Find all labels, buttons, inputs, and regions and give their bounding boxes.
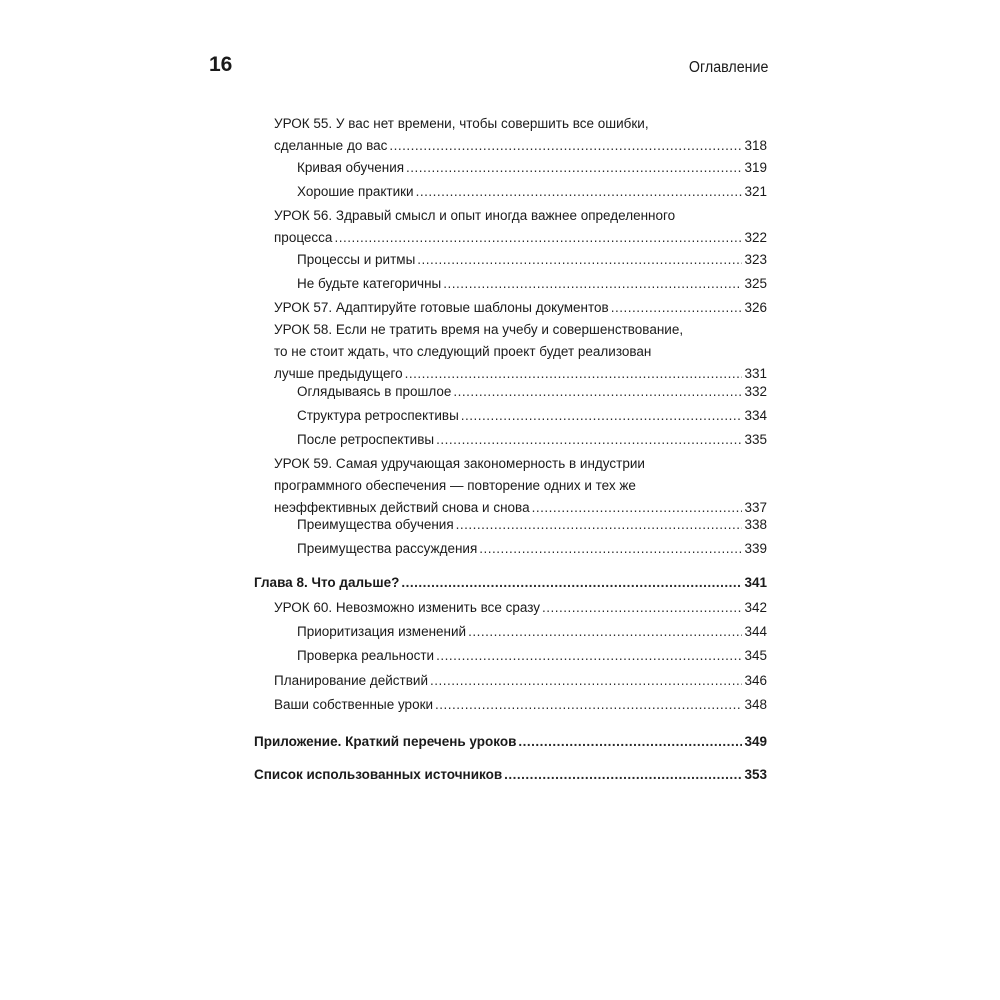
dot-leader: [504, 764, 742, 786]
toc-entry-title: Процессы и ритмы: [297, 252, 416, 267]
toc-section-entry: [297, 645, 767, 667]
toc-entry-title: УРОК 58. Если не тратить время на учебу и совершенствование,: [274, 322, 684, 337]
dot-leader: [456, 514, 743, 536]
toc-page-number: 321: [744, 184, 767, 199]
running-head: Оглавление: [688, 59, 768, 76]
toc-section-entry: [297, 157, 767, 179]
toc-section-entry: [297, 181, 767, 203]
toc-page-number: 323: [744, 252, 767, 267]
toc-page-number: 318: [744, 138, 767, 153]
toc-page-number: 348: [744, 697, 767, 712]
dot-leader: [417, 249, 742, 271]
toc-page-number: 319: [744, 160, 767, 175]
dot-leader: [518, 731, 742, 753]
toc-entry-title: процесса: [274, 230, 333, 245]
toc-entry-title: Планирование действий: [274, 673, 428, 688]
toc-section-entry: [297, 405, 767, 427]
toc-page-number: 335: [744, 432, 767, 447]
dot-leader: [479, 538, 742, 560]
toc-entry-title: неэффективных действий снова и снова: [274, 500, 530, 515]
toc-page-number: 339: [744, 541, 767, 556]
toc-page-number: 353: [744, 767, 767, 782]
dot-leader: [443, 273, 742, 295]
toc-section-entry: [297, 273, 767, 295]
dot-leader: [468, 621, 742, 643]
toc-page-number: 331: [744, 366, 767, 381]
toc-entry-title: Хорошие практики: [297, 184, 414, 199]
toc-section-entry: [297, 381, 767, 403]
dot-leader: [334, 227, 742, 249]
dot-leader: [453, 381, 742, 403]
toc-lesson-entry: [274, 113, 767, 157]
dot-leader: [406, 157, 742, 179]
toc-section-entry: [297, 249, 767, 271]
toc-entry-title: Преимущества рассуждения: [297, 541, 478, 556]
toc-lesson-entry: [274, 453, 767, 519]
toc-entry-title: сделанные до вас: [274, 138, 388, 153]
dot-leader: [389, 135, 742, 157]
toc-chapter-entry: [254, 764, 767, 786]
toc-page-number: 325: [744, 276, 767, 291]
page-number: 16: [209, 53, 233, 76]
dot-leader: [416, 181, 743, 203]
toc-entry-title: Список использованных источников: [254, 767, 503, 782]
toc-chapter-entry: [254, 572, 767, 594]
dot-leader: [401, 572, 742, 594]
toc-entry-title: УРОК 59. Самая удручающая закономерность в индустрии: [274, 456, 645, 471]
toc-page-number: 341: [744, 575, 767, 590]
toc-lesson-entry: [274, 597, 767, 619]
toc-lesson-entry: [274, 670, 767, 692]
toc-page-number: 322: [744, 230, 767, 245]
toc-page-number: 338: [744, 517, 767, 532]
toc-chapter-entry: [254, 731, 767, 753]
toc-lesson-entry: [274, 694, 767, 716]
dot-leader: [461, 405, 743, 427]
toc-page-number: 344: [744, 624, 767, 639]
toc-entry-title: Глава 8. Что дальше?: [254, 575, 400, 590]
toc-page-number: 332: [744, 384, 767, 399]
toc-entry-title: Оглядываясь в прошлое: [297, 384, 452, 399]
toc-entry-title: Приложение. Краткий перечень уроков: [254, 734, 517, 749]
toc-entry-title: УРОК 57. Адаптируйте готовые шаблоны документов: [274, 300, 609, 315]
toc-entry-title: Проверка реальности: [297, 648, 435, 663]
toc-section-entry: [297, 514, 767, 536]
toc-page-number: 345: [744, 648, 767, 663]
dot-leader: [542, 597, 742, 619]
toc-section-entry: [297, 429, 767, 451]
dot-leader: [436, 429, 742, 451]
toc-entry-title: то не стоит ждать, что следующий проект будет реализован: [274, 344, 652, 359]
toc-entry-title: лучше предыдущего: [274, 366, 403, 381]
toc-page-number: 334: [744, 408, 767, 423]
toc-entry-title: После ретроспективы: [297, 432, 435, 447]
toc-entry-title: УРОК 55. У вас нет времени, чтобы совершить все ошибки,: [274, 116, 649, 131]
toc-entry-title: Приоритизация изменений: [297, 624, 467, 639]
toc-lesson-entry: [274, 297, 767, 319]
toc-page-number: 326: [744, 300, 767, 315]
toc-page-number: 337: [744, 500, 767, 515]
toc-entry-title: Преимущества обучения: [297, 517, 454, 532]
dot-leader: [435, 694, 742, 716]
toc-entry-title: Кривая обучения: [297, 160, 405, 175]
toc-section-entry: [297, 538, 767, 560]
toc-page-number: 342: [744, 600, 767, 615]
dot-leader: [611, 297, 743, 319]
toc-section-entry: [297, 621, 767, 643]
dot-leader: [430, 670, 742, 692]
toc-entry-title: программного обеспечения — повторение одних и тех же: [274, 478, 636, 493]
toc-page-number: 346: [744, 673, 767, 688]
toc-entry-title: Структура ретроспективы: [297, 408, 459, 423]
toc-page-number: 349: [744, 734, 767, 749]
toc-entry-title: Ваши собственные уроки: [274, 697, 434, 712]
toc-lesson-entry: [274, 319, 767, 385]
toc-entry-title: УРОК 56. Здравый смысл и опыт иногда важнее определенного: [274, 208, 676, 223]
toc-entry-title: Не будьте категоричны: [297, 276, 442, 291]
dot-leader: [436, 645, 742, 667]
toc-lesson-entry: [274, 205, 767, 249]
toc-entry-title: УРОК 60. Невозможно изменить все сразу: [274, 600, 541, 615]
